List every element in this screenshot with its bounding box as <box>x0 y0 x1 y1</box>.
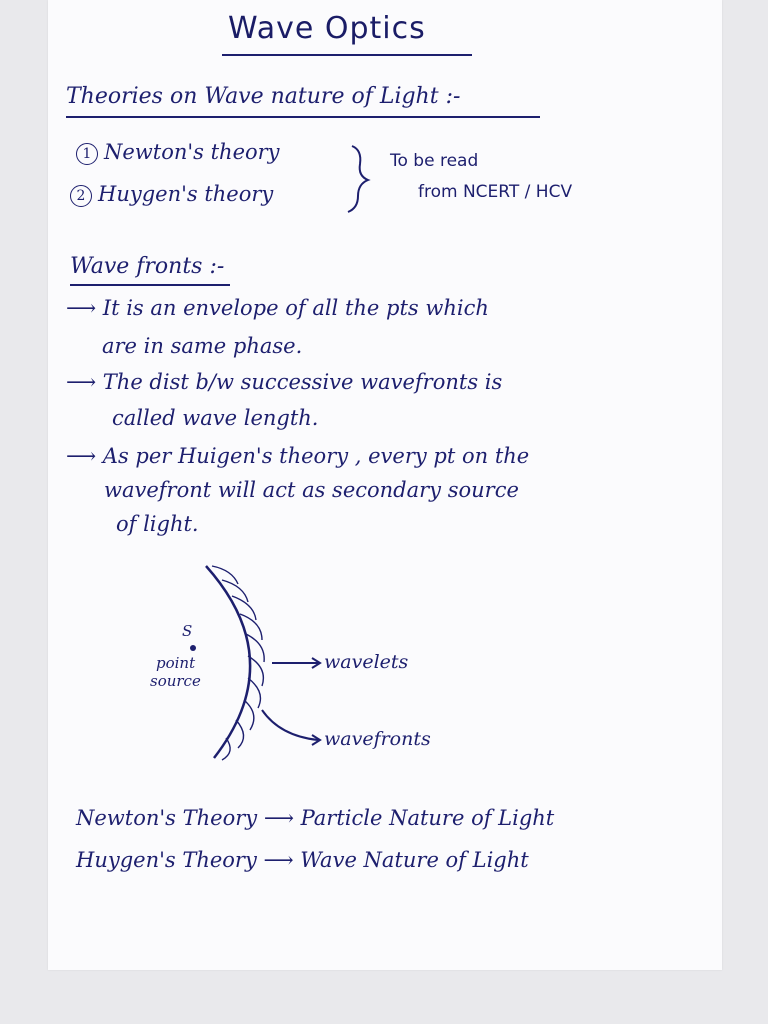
number-marker-2: 2 <box>70 185 92 207</box>
theory-item-1-text: Newton's theory <box>104 140 280 164</box>
arrow-icon: ⟶ <box>66 296 103 320</box>
bullet-2-text: The dist b/w successive wavefronts is <box>102 370 503 394</box>
arrow-icon: ⟶ <box>66 444 103 468</box>
bullet-1-text: It is an envelope of all the pts which <box>102 296 489 320</box>
bullet-2-line-2: called wave length. <box>112 406 319 430</box>
page-title: Wave Optics <box>228 11 426 46</box>
arrow-icon: ⟶ <box>263 848 301 872</box>
arrow-icon: ⟶ <box>66 370 103 394</box>
wavefronts-heading: Wave fronts :- <box>70 254 225 279</box>
bullet-3-text: As per Huigen's theory , every pt on the <box>102 444 530 468</box>
arrow-icon: ⟶ <box>263 806 301 830</box>
bullet-1-line-2: are in same phase. <box>102 334 303 358</box>
wavefronts-label: wavefronts <box>324 728 431 750</box>
source-label-line2: source <box>150 672 201 690</box>
brace-note-line1: To be read <box>390 151 479 171</box>
theories-heading: Theories on Wave nature of Light :- <box>66 84 461 109</box>
summary-nature-2: Wave Nature of Light <box>300 848 529 872</box>
number-marker-1: 1 <box>76 143 98 165</box>
wavefront-arc <box>206 566 250 758</box>
source-label-line1: point <box>156 654 196 672</box>
summary-nature-1: Particle Nature of Light <box>300 806 555 830</box>
summary-row-1 <box>76 808 554 829</box>
wavelets <box>212 566 264 760</box>
wavelets-label: wavelets <box>324 651 409 673</box>
source-point <box>190 645 196 651</box>
brace-note-line2: from NCERT / HCV <box>418 182 573 202</box>
theory-item-2-text: Huygen's theory <box>98 182 274 206</box>
bullet-3-line-2: wavefront will act as secondary source <box>104 478 519 502</box>
summary-theory-1: Newton's Theory <box>76 806 258 830</box>
source-letter: S <box>182 622 193 640</box>
summary-row-2 <box>76 850 529 871</box>
summary-theory-2: Huygen's Theory <box>76 848 257 872</box>
bullet-3-line-3: of light. <box>116 512 199 536</box>
